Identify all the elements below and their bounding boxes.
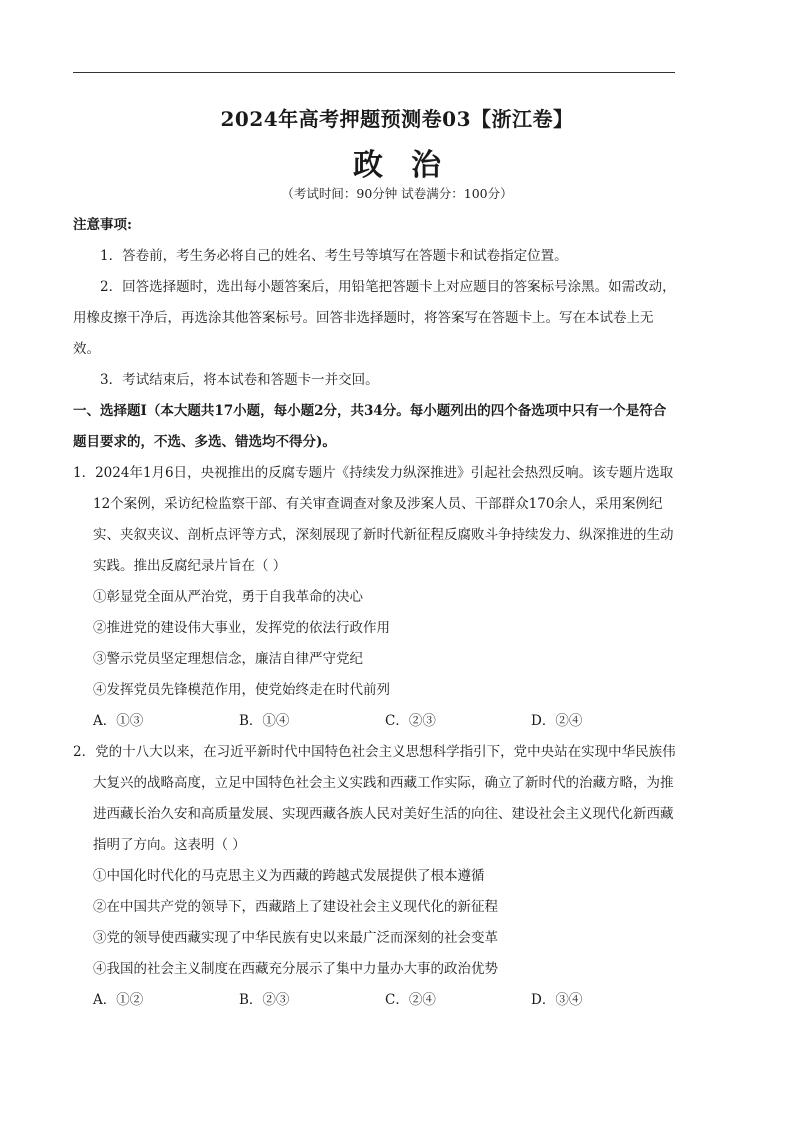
question-stem: 2．党的十八大以来，在习近平新时代中国特色社会主义思想科学指引下，党中央站在实现中华民族伟大复兴的战略高度，立足中国特色社会主义实践和西藏工作实际，确立了新时代的治藏方略，为推进西藏长治久安和高质量发展、实现西藏各族人民对美好生活的向往、建设社会主义现代化新西藏指明了方向。这表明（ ） xyxy=(73,744,676,853)
choice-a: A．①③ xyxy=(93,713,144,729)
question-option: ①中国化时代化的马克思主义为西藏的跨越式发展提供了根本遵循 xyxy=(93,868,485,884)
question-option: ③警示党员坚定理想信念，廉洁自律严守党纪 xyxy=(93,651,363,667)
notice-item-3: 3．考试结束后，将本试卷和答题卡一并交回。 xyxy=(100,372,379,388)
choice-d: D．③④ xyxy=(531,992,583,1008)
subject-title: 政治 xyxy=(353,148,469,183)
section-heading: 一、选择题Ⅰ（本大题共17小题，每小题2分，共34分。每小题列出的四个备选项中只有一个是符合题目要求的，不选、多选、错选均不得分)。 xyxy=(73,403,667,450)
exam-info: （考试时间：90分钟 试卷满分：100分） xyxy=(281,186,513,201)
choice-c: C．②③ xyxy=(385,713,436,729)
exam-title: 2024年高考押题预测卷03【浙江卷】 xyxy=(220,107,574,131)
question-option: ③党的领导使西藏实现了中华民族有史以来最广泛而深刻的社会变革 xyxy=(93,930,498,946)
notice-item-1: 1．答卷前，考生务必将自己的姓名、考生号等填写在答题卡和试卷指定位置。 xyxy=(100,248,568,264)
question-1 xyxy=(73,458,677,737)
notice-heading: 注意事项: xyxy=(73,217,132,233)
question-option: ②推进党的建设伟大事业，发挥党的依法行政作用 xyxy=(93,620,390,636)
answer-choices xyxy=(73,706,677,737)
question-option: ②在中国共产党的领导下，西藏踏上了建设社会主义现代化的新征程 xyxy=(93,899,498,915)
question-option: ④发挥党员先锋模范作用，使党始终走在时代前列 xyxy=(93,682,390,698)
question-2 xyxy=(73,737,677,1016)
question-stem: 1．2024年1月6日，央视推出的反腐专题片《持续发力纵深推进》引起社会热烈反响。该专题片选取12个案例，采访纪检监察干部、有关审查调查对象及涉案人员、干部群众170余人，采用案例纪实、夹叙夹议、剖析点评等方式，深刻展现了新时代新征程反腐败斗争持续发力、纵深推进的生动实践。推出反腐纪录片旨在（ ） xyxy=(73,465,674,574)
choice-d: D．②④ xyxy=(531,713,583,729)
exam-content xyxy=(73,210,677,1016)
choice-c: C．②④ xyxy=(385,992,436,1008)
header-rule xyxy=(73,72,675,73)
question-option: ①彰显党全面从严治党，勇于自我革命的决心 xyxy=(93,589,363,605)
choice-a: A．①② xyxy=(93,992,144,1008)
notice-item-2: 2．回答选择题时，选出每小题答案后，用铅笔把答题卡上对应题目的答案标号涂黑。如需改动，用橡皮擦干净后，再选涂其他答案标号。回答非选择题时，将答案写在答题卡上。写在本试卷上无效。 xyxy=(73,279,676,357)
answer-choices xyxy=(73,985,677,1016)
choice-b: B．②③ xyxy=(239,992,290,1008)
choice-b: B．①④ xyxy=(239,713,290,729)
question-option: ④我国的社会主义制度在西藏充分展示了集中力量办大事的政治优势 xyxy=(93,961,498,977)
